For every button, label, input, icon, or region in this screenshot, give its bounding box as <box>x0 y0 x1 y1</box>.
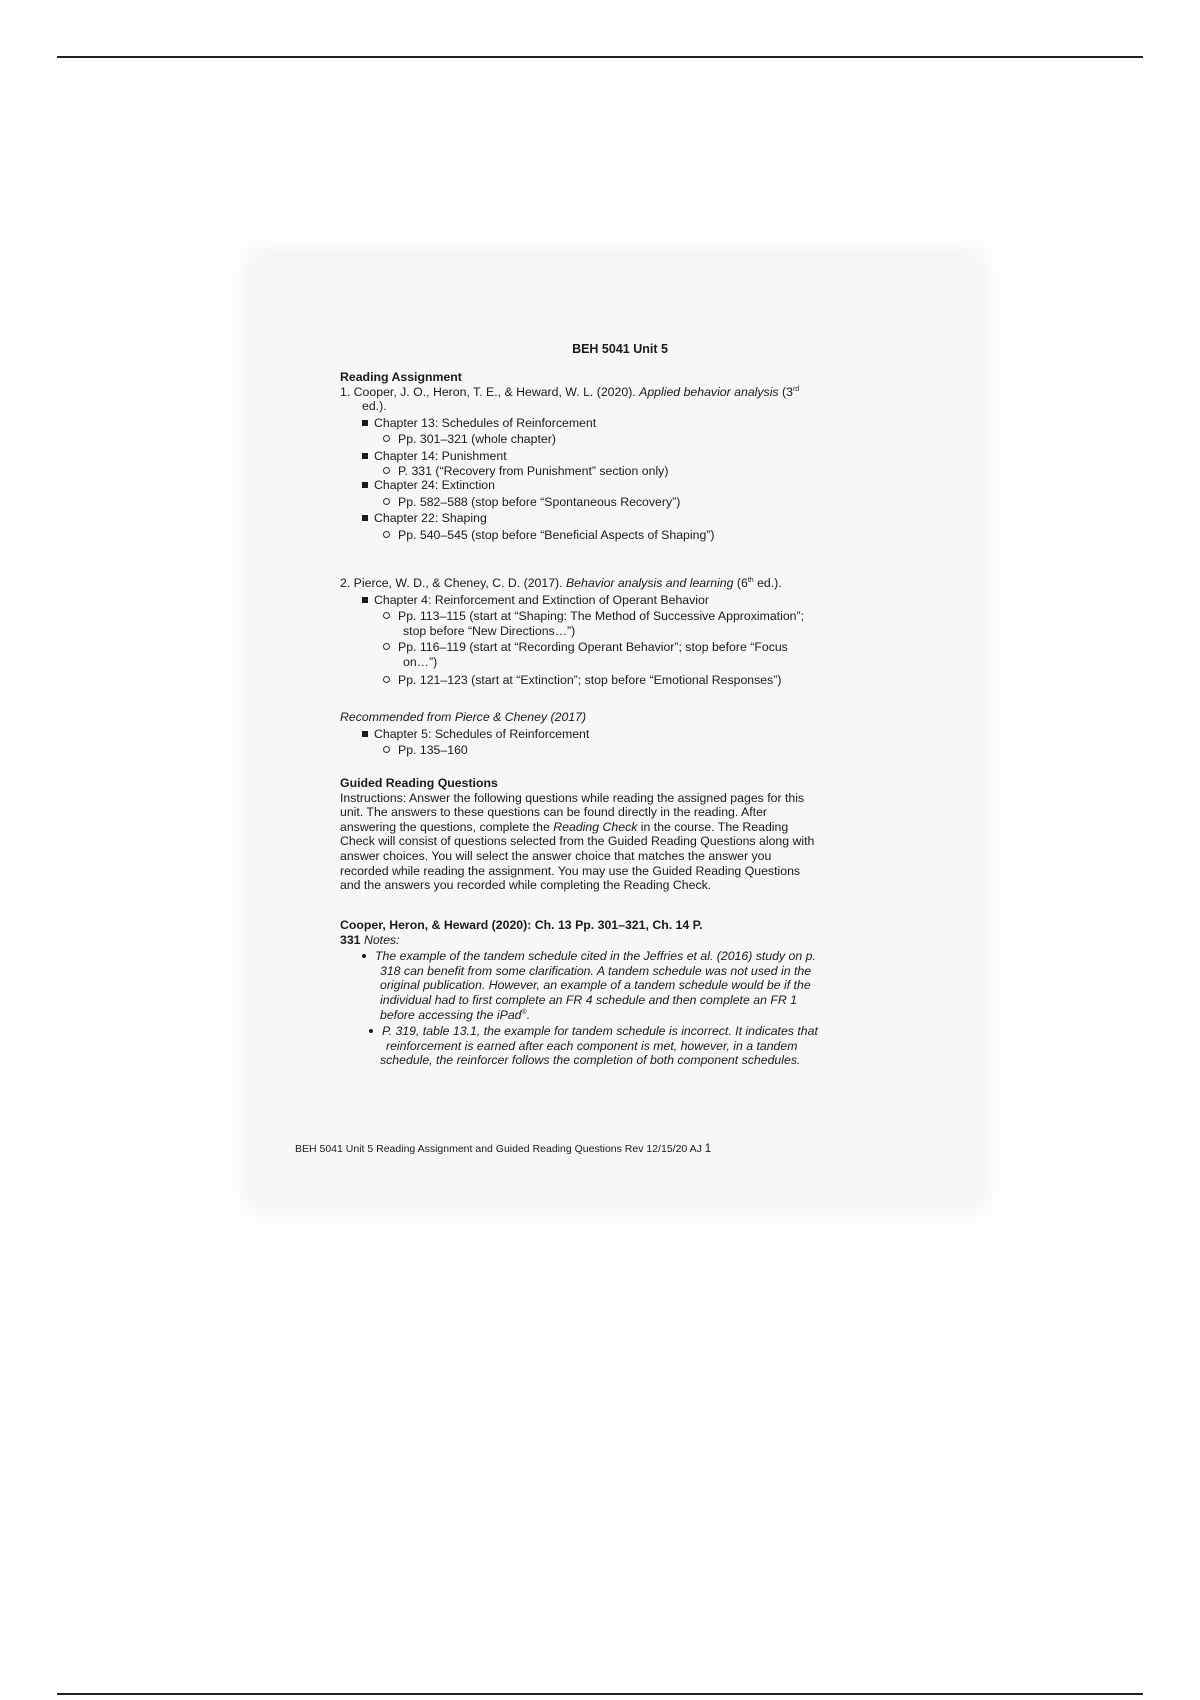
note-line: individual had to first complete an FR 4 schedule and then complete an FR 1 <box>380 992 797 1007</box>
reference-cooper-edition: (3 <box>778 384 793 399</box>
reference-pierce-section <box>340 576 900 687</box>
list-item: Pp. 121–123 (start at “Extinction”; stop before “Emotional Responses”) <box>340 673 900 688</box>
list-item: Chapter 14: Punishment <box>340 449 900 464</box>
cooper-section-heading: Cooper, Heron, & Heward (2020): Ch. 13 Pp. 301–321, Ch. 14 P. <box>340 918 703 932</box>
reference-pierce-edition-close: ed.). <box>753 576 782 590</box>
top-rule <box>57 56 1143 58</box>
reference-pierce-edition: (6 <box>733 576 748 590</box>
registered-mark: ® <box>521 1008 527 1016</box>
reference-pierce-authors: 2. Pierce, W. D., & Cheney, C. D. (2017). <box>340 576 566 590</box>
note-line: reinforcement is earned after each component is met, however, in a tandem <box>386 1038 798 1053</box>
page-number: 1 <box>704 1143 712 1155</box>
instructions-line: answer choices. You will select the answer choice that matches the answer you <box>340 848 772 863</box>
list-item: Pp. 116–119 (start at “Recording Operant Behavior”; stop before “Focus <box>340 640 900 655</box>
footer-text: BEH 5041 Unit 5 Reading Assignment and Guided Reading Questions Rev 12/15/20 AJ <box>295 1143 702 1155</box>
reference-cooper <box>340 385 900 400</box>
note-line: P. 319, table 13.1, the example for tandem schedule is incorrect. It indicates that <box>340 1024 900 1039</box>
instructions-line: recorded while reading the assignment. You may use the Guided Reading Questions <box>340 863 801 878</box>
list-item: Pp. 113–115 (start at “Shaping: The Method of Successive Approximation”; <box>340 609 900 624</box>
reference-cooper-edition-sup: rd <box>792 385 800 393</box>
instructions-line: unit. The answers to these questions can be found directly in the reading. After <box>340 805 768 820</box>
notes-label: Notes: <box>363 932 400 947</box>
instructions-text: answering the questions, complete the <box>340 819 554 834</box>
list-item: Chapter 13: Schedules of Reinforcement <box>340 416 900 431</box>
recommended-label: Recommended from Pierce & Cheney (2017) <box>340 710 587 724</box>
list-item: P. 331 (“Recovery from Punishment” section only) <box>340 464 900 479</box>
note-line: The example of the tandem schedule cited in the Jeffries et al. (2016) study on p. <box>340 949 900 964</box>
instructions-line: and the answers you recorded while completing the Reading Check. <box>340 878 712 893</box>
list-item-continuation: stop before “New Directions…”) <box>403 623 576 638</box>
cooper-section-heading-cont <box>340 933 900 948</box>
notes-list <box>340 949 900 1068</box>
document-page <box>255 258 977 1202</box>
note-line <box>340 1008 900 1023</box>
recommended-section <box>340 710 900 758</box>
list-item: Pp. 301–321 (whole chapter) <box>340 432 900 447</box>
reference-cooper-authors: 1. Cooper, J. O., Heron, T. E., & Heward, W. L. (2020). <box>340 384 640 399</box>
note-line: 318 can benefit from some clarification. A tandem schedule was not used in the <box>380 963 812 978</box>
list-item: Chapter 5: Schedules of Reinforcement <box>340 727 900 742</box>
note-text: . <box>526 1007 531 1022</box>
guided-questions-section <box>340 776 900 893</box>
instructions-text: in the course. The Reading <box>637 819 789 834</box>
reference-pierce-title: Behavior analysis and learning <box>565 576 734 590</box>
note-line: schedule, the reinforcer follows the completion of both component schedules. <box>380 1053 801 1068</box>
cooper-section-heading-page: 331 <box>340 932 361 947</box>
list-item-continuation: on…”) <box>403 654 438 669</box>
list-item: Chapter 24: Extinction <box>340 478 900 493</box>
instructions-line <box>340 820 900 835</box>
reference-pierce-edition-sup: th <box>747 577 754 584</box>
note-line: original publication. However, an example of a tandem schedule would be if the <box>380 978 811 993</box>
list-item: Chapter 4: Reinforcement and Extinction of Operant Behavior <box>340 593 900 608</box>
list-item: Pp. 540–545 (stop before “Beneficial Aspects of Shaping”) <box>340 528 900 543</box>
list-item: Pp. 582–588 (stop before “Spontaneous Recovery”) <box>340 495 900 510</box>
reference-cooper-title: Applied behavior analysis <box>639 384 779 399</box>
instructions-line: Check will consist of questions selected from the Guided Reading Questions along with <box>340 834 815 849</box>
page-footer <box>295 1143 855 1155</box>
instructions-line: Instructions: Answer the following questions while reading the assigned pages for this <box>340 790 805 805</box>
guided-questions-heading: Guided Reading Questions <box>340 776 498 790</box>
reading-assignment-heading: Reading Assignment <box>340 370 462 384</box>
reference-pierce <box>340 576 900 591</box>
reference-cooper-edition-close: ed.). <box>362 399 387 414</box>
reading-check-term: Reading Check <box>553 819 638 834</box>
note-text: before accessing the iPad <box>380 1007 522 1022</box>
reading-assignment-section <box>340 370 900 543</box>
list-item: Pp. 135–160 <box>340 743 900 758</box>
bottom-rule <box>57 1693 1143 1695</box>
document-title: BEH 5041 Unit 5 <box>572 342 668 356</box>
list-item: Chapter 22: Shaping <box>340 511 900 526</box>
cooper-notes-section <box>340 918 900 1068</box>
